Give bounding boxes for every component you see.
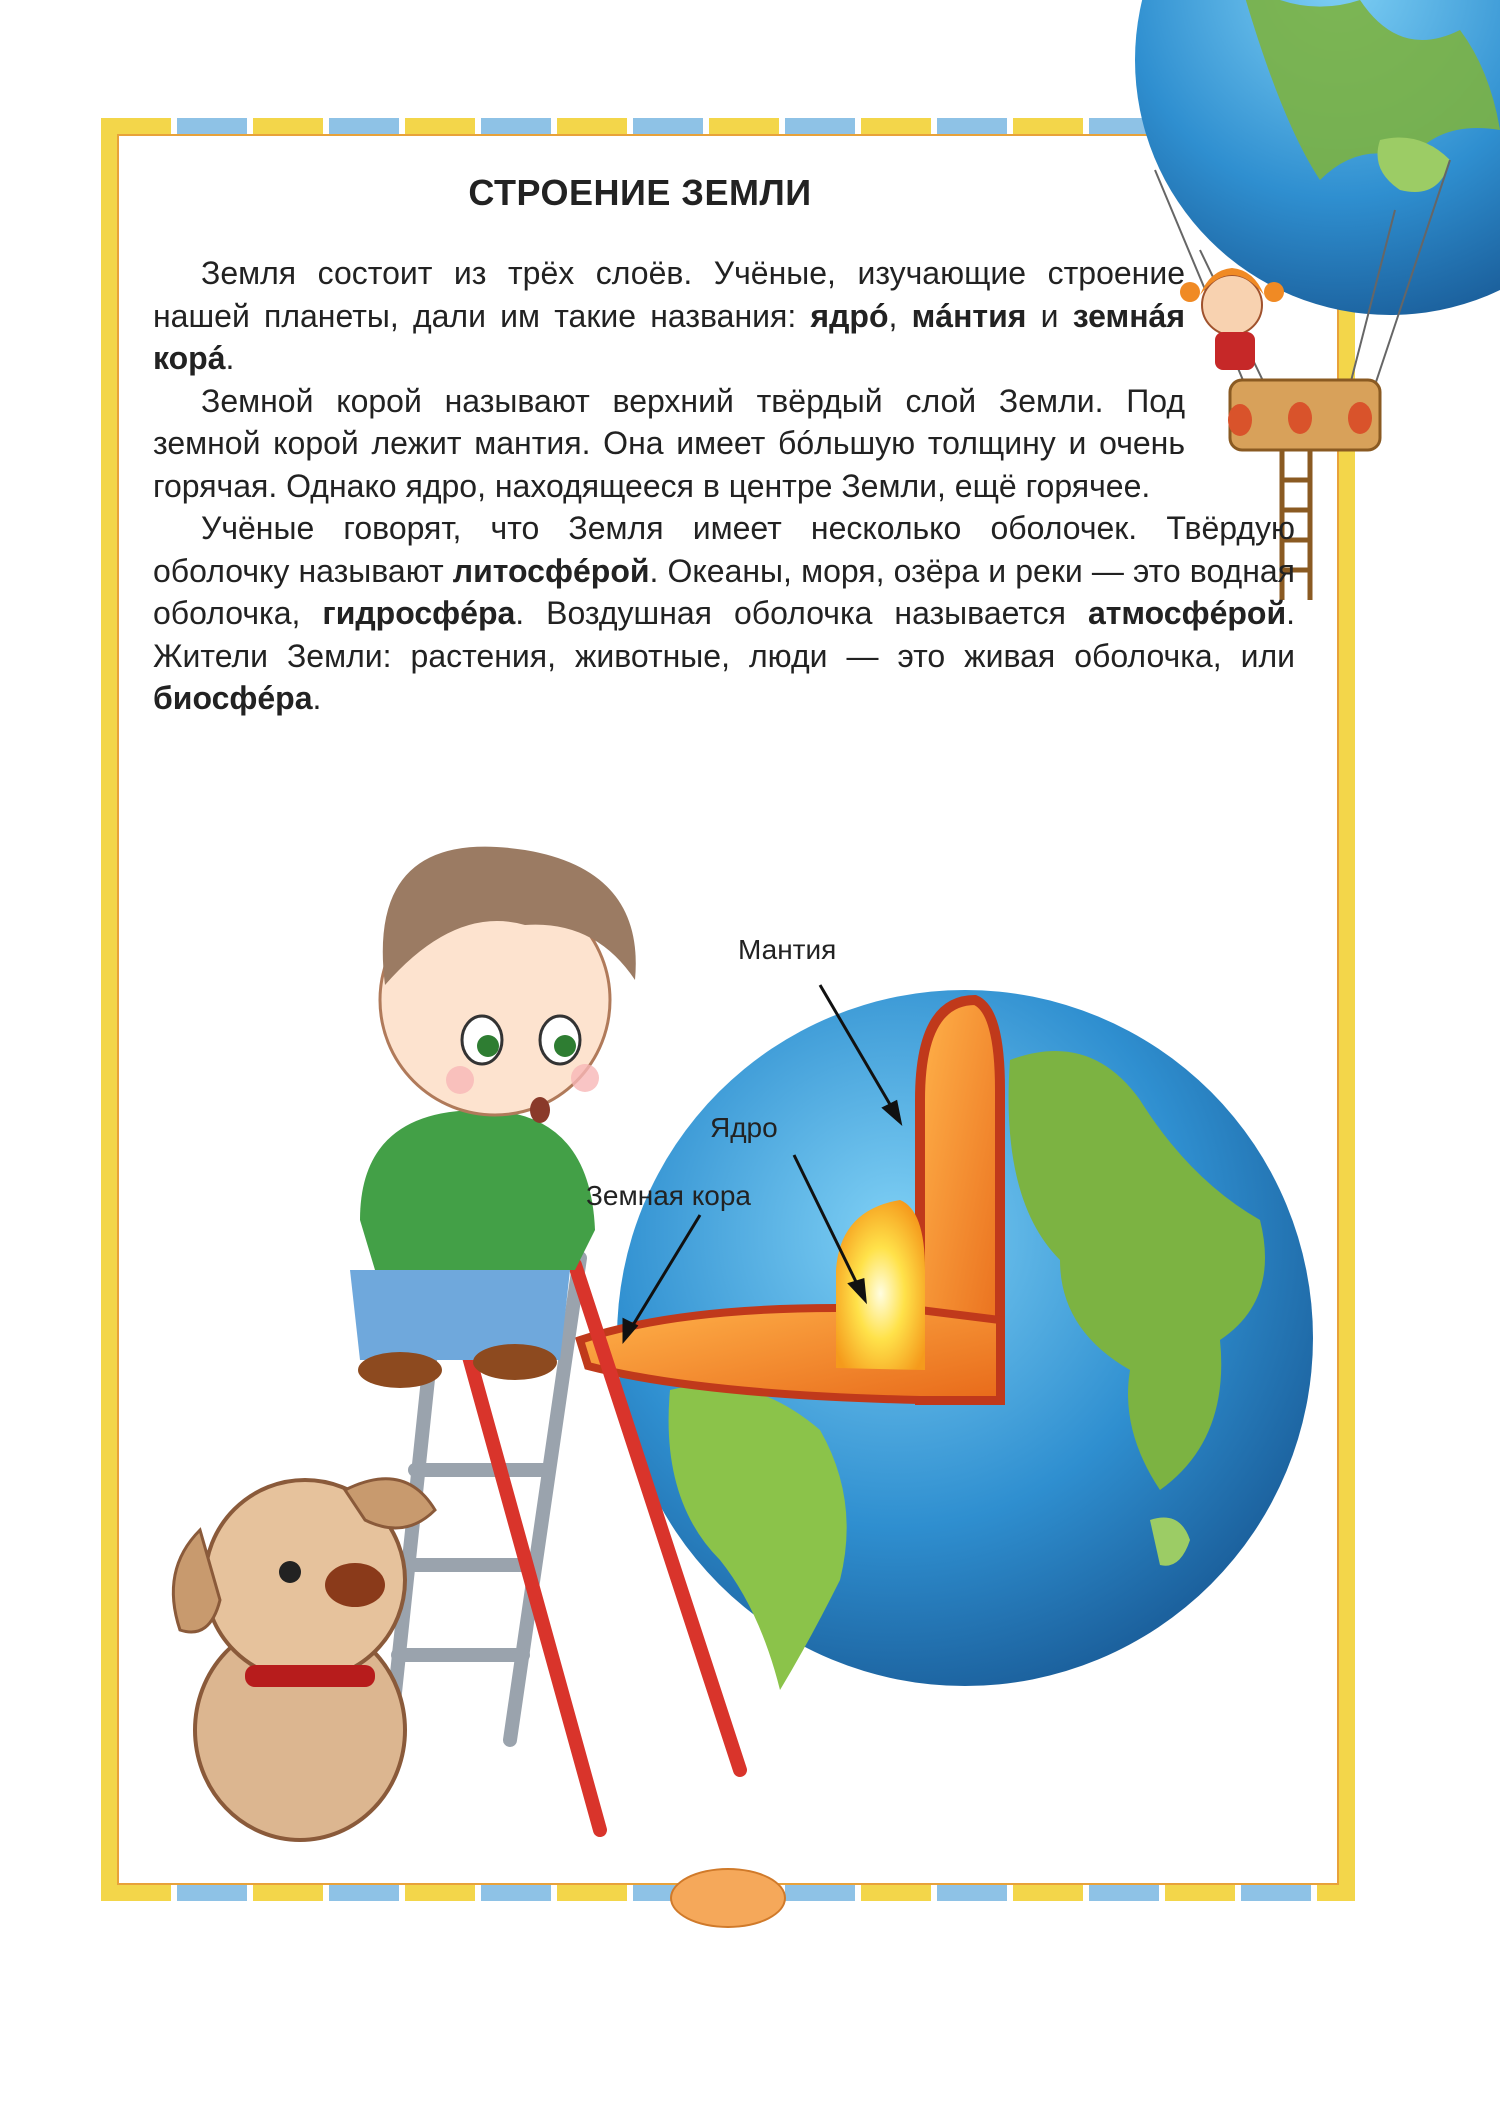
label-mantle: Мантия: [738, 934, 837, 965]
puppy-nose: [325, 1563, 385, 1607]
paragraph-1-lead: Земля состоит из трёх слоёв. Учёные, изучающие строение нашей планеты, дали им такие названия:: [153, 255, 1185, 334]
paragraph-3-part-3: . Воздушная оболочка называется: [515, 595, 1066, 631]
paragraph-3-part-4: . Жители Земли: растения, животные, люди — это живая оболочка, или: [153, 595, 1296, 674]
paragraph-1: [153, 252, 1185, 380]
term-mantle: мáнтия: [911, 297, 1027, 334]
period: .: [312, 680, 322, 716]
boy-jeans: [350, 1270, 570, 1360]
label-core: Ядро: [710, 1112, 778, 1143]
term-hydrosphere: гидросфéра: [322, 595, 516, 631]
body-text: [153, 252, 1295, 720]
label-crust: Земная кора: [586, 1180, 751, 1211]
term-crust: земнáя корá: [153, 297, 1186, 376]
puppy-collar: [245, 1665, 375, 1687]
paragraph-3-part-2: . Океаны, моря, озёра и реки — это водная оболочка,: [153, 552, 1296, 631]
separator: ,: [888, 297, 898, 334]
term-atmosphere: атмосфéрой: [1087, 595, 1287, 631]
term-core: ядрó: [810, 297, 889, 334]
page-number-oval: [670, 1868, 786, 1928]
paragraph-3-part-1: Учёные говорят, что Земля имеет несколько оболочек. Твёрдую оболочку называют: [153, 510, 1295, 589]
conjunction: и: [1040, 297, 1059, 334]
paragraph-3: [153, 507, 1295, 720]
term-lithosphere: литосфéрой: [452, 552, 650, 589]
boy-sweater: [360, 1110, 595, 1270]
boy-shoe-right: [473, 1344, 557, 1380]
page-title: СТРОЕНИЕ ЗЕМЛИ: [468, 172, 812, 213]
earth-cross-section: [578, 990, 1313, 1690]
period: .: [225, 340, 235, 376]
boy-shoe-left: [358, 1352, 442, 1388]
paragraph-2: Земной корой называют верхний твёрдый слой Земли. Под земной корой лежит мантия. Она имеет бóльшую толщину и очень горячая. Однако ядро, находящееся в центре Земли, ещё горячее.: [153, 382, 1185, 504]
term-biosphere: биосфéра: [153, 680, 313, 716]
